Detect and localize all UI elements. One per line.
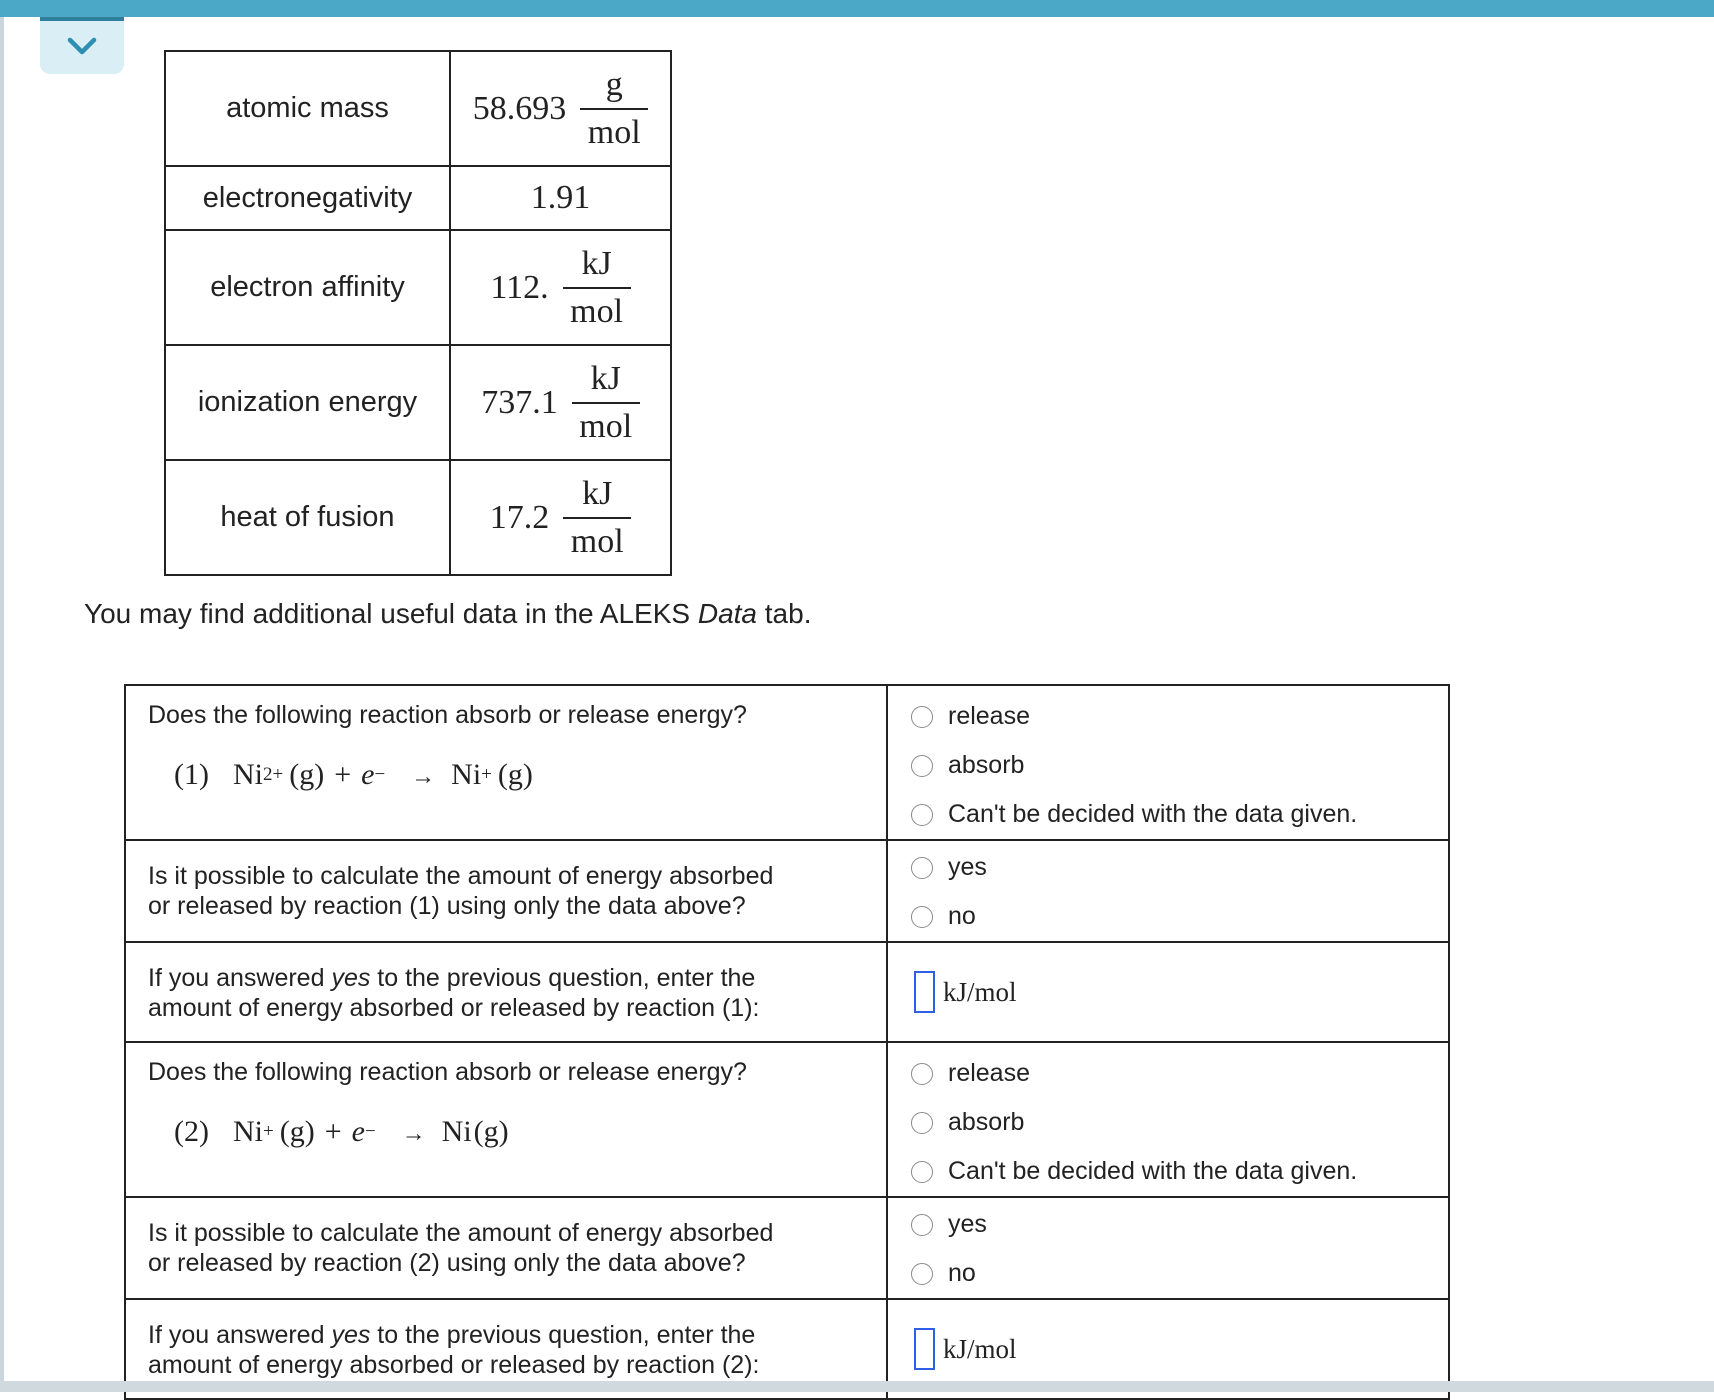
question-cell xyxy=(125,942,887,1042)
unit-numerator: kJ xyxy=(572,362,640,404)
product-state: (g) xyxy=(473,1115,509,1148)
property-row-electron-affinity xyxy=(165,230,671,345)
left-rail xyxy=(0,17,4,1392)
element-data-table xyxy=(164,50,672,576)
prompt-line: amount of energy absorbed or released by reaction (1): xyxy=(148,994,760,1022)
unit-numerator: g xyxy=(580,68,648,110)
option-label: no xyxy=(948,1259,976,1287)
property-value-cell xyxy=(450,51,671,166)
radio-button[interactable] xyxy=(911,906,933,928)
unit-label: kJ/mol xyxy=(943,1333,1017,1364)
question-cell xyxy=(125,840,887,942)
option-no[interactable] xyxy=(888,892,1448,941)
prompt-emphasis: yes xyxy=(331,1321,371,1349)
product-charge: + xyxy=(481,764,492,785)
option-label: release xyxy=(948,702,1030,730)
prompt-text: to the previous question, enter the xyxy=(370,1321,756,1349)
electron-charge: − xyxy=(364,1121,376,1142)
product: Ni xyxy=(441,1115,472,1148)
radio-button[interactable] xyxy=(911,857,933,879)
reactant: Ni xyxy=(232,758,263,791)
question-prompt xyxy=(126,841,886,921)
question-prompt xyxy=(126,1198,886,1278)
prompt-line xyxy=(148,1320,886,1350)
data-tab-link[interactable]: Data xyxy=(697,598,757,629)
radio-button[interactable] xyxy=(911,755,933,777)
option-label: Can't be decided with the data given. xyxy=(948,800,1358,828)
reaction-equation-1 xyxy=(126,758,886,792)
radio-button[interactable] xyxy=(911,1063,933,1085)
prompt-line: or released by reaction (1) using only the data above? xyxy=(148,892,746,920)
option-label: no xyxy=(948,902,976,930)
question-prompt: Does the following reaction absorb or release energy? xyxy=(148,701,747,729)
option-label: Can't be decided with the data given. xyxy=(948,1157,1358,1185)
unit-numerator: kJ xyxy=(563,477,631,519)
prompt-text: If you answered xyxy=(148,1321,332,1349)
option-no[interactable] xyxy=(888,1249,1448,1298)
question-cell xyxy=(125,685,887,840)
answer-cell xyxy=(887,1197,1449,1299)
property-value: 112. xyxy=(490,268,549,306)
question-row-3 xyxy=(125,942,1449,1042)
question-row-2 xyxy=(125,840,1449,942)
property-label: ionization energy xyxy=(165,345,450,460)
property-value-cell xyxy=(450,166,671,230)
property-value: 17.2 xyxy=(489,498,550,536)
question-prompt: Does the following reaction absorb or release energy? xyxy=(148,1058,747,1086)
prompt-text: to the previous question, enter the xyxy=(370,964,756,992)
property-value: 1.91 xyxy=(530,179,591,216)
option-label: release xyxy=(948,1059,1030,1087)
option-yes[interactable] xyxy=(888,843,1448,892)
property-row-atomic-mass xyxy=(165,51,671,166)
property-row-heat-of-fusion xyxy=(165,460,671,575)
prompt-emphasis: yes xyxy=(331,964,371,992)
prompt-line: Is it possible to calculate the amount of energy absorbed xyxy=(148,1219,774,1247)
collapse-button[interactable] xyxy=(40,17,124,74)
chevron-down-icon xyxy=(67,36,97,56)
top-bar xyxy=(0,0,1714,17)
question-row-5 xyxy=(125,1197,1449,1299)
answer-cell xyxy=(887,942,1449,1042)
prompt-line xyxy=(148,963,886,993)
data-tab-note xyxy=(84,598,811,630)
property-row-electronegativity xyxy=(165,166,671,230)
option-absorb[interactable] xyxy=(888,1098,1448,1147)
collapse-tab-strip xyxy=(40,17,124,21)
radio-button[interactable] xyxy=(911,1214,933,1236)
option-cant-decide[interactable] xyxy=(888,1147,1448,1196)
product: Ni xyxy=(451,758,482,791)
unit-denominator: mol xyxy=(570,292,624,330)
option-label: absorb xyxy=(948,751,1025,779)
unit-denominator: mol xyxy=(570,522,624,560)
reaction-arrow: → xyxy=(401,1121,426,1147)
property-label: electronegativity xyxy=(165,166,450,230)
prompt-text: If you answered xyxy=(148,964,332,992)
property-label: atomic mass xyxy=(165,51,450,166)
plus-sign: + xyxy=(334,758,352,791)
note-suffix: tab. xyxy=(757,598,812,629)
question-cell xyxy=(125,1042,887,1197)
answer-cell xyxy=(887,840,1449,942)
answer-cell xyxy=(887,685,1449,840)
plus-sign: + xyxy=(324,1115,342,1148)
question-prompt xyxy=(126,1300,886,1380)
radio-button[interactable] xyxy=(911,706,933,728)
prompt-line: Is it possible to calculate the amount of energy absorbed xyxy=(148,862,774,890)
property-value-cell xyxy=(450,345,671,460)
question-prompt xyxy=(126,943,886,1023)
reaction-label: (1) xyxy=(174,758,209,791)
reactant-charge: + xyxy=(262,1121,274,1142)
prompt-line: amount of energy absorbed or released by reaction (2): xyxy=(148,1351,760,1379)
property-label: electron affinity xyxy=(165,230,450,345)
electron: e xyxy=(351,1115,365,1148)
reaction-label: (2) xyxy=(174,1115,209,1148)
unit-fraction xyxy=(563,244,631,330)
reactant-state: (g) xyxy=(289,758,325,791)
unit-denominator: mol xyxy=(587,113,641,151)
property-value-cell xyxy=(450,230,671,345)
option-release[interactable] xyxy=(888,692,1448,741)
reactant-state: (g) xyxy=(279,1115,315,1148)
unit-denominator: mol xyxy=(579,407,633,445)
unit-fraction xyxy=(563,474,631,560)
reactant: Ni xyxy=(232,1115,263,1148)
question-row-1 xyxy=(125,685,1449,840)
electron: e xyxy=(361,758,375,791)
note-prefix: You may find additional useful data in the ALEKS xyxy=(84,598,698,629)
radio-button[interactable] xyxy=(911,1112,933,1134)
reaction-arrow: → xyxy=(411,764,436,790)
option-absorb[interactable] xyxy=(888,741,1448,790)
question-table xyxy=(124,684,1450,1400)
answer-cell xyxy=(887,1042,1449,1197)
option-cant-decide[interactable] xyxy=(888,790,1448,839)
property-label: heat of fusion xyxy=(165,460,450,575)
property-value: 737.1 xyxy=(481,383,558,421)
unit-fraction xyxy=(572,359,640,445)
question-row-4 xyxy=(125,1042,1449,1197)
radio-button[interactable] xyxy=(911,1263,933,1285)
property-value-cell xyxy=(450,460,671,575)
option-label: yes xyxy=(948,853,987,881)
unit-numerator: kJ xyxy=(563,247,631,289)
radio-button[interactable] xyxy=(911,804,933,826)
radio-button[interactable] xyxy=(911,1161,933,1183)
option-label: yes xyxy=(948,1210,987,1238)
property-row-ionization-energy xyxy=(165,345,671,460)
reactant-charge: 2+ xyxy=(262,764,284,785)
electron-charge: − xyxy=(374,764,386,785)
unit-fraction xyxy=(580,65,648,151)
prompt-line: or released by reaction (2) using only the data above? xyxy=(148,1249,746,1277)
unit-label: kJ/mol xyxy=(943,976,1017,1007)
option-release[interactable] xyxy=(888,1049,1448,1098)
option-yes[interactable] xyxy=(888,1200,1448,1249)
energy-input-2[interactable] xyxy=(914,1328,935,1370)
bottom-bar xyxy=(0,1381,1714,1392)
property-value: 58.693 xyxy=(472,89,567,127)
energy-input-1[interactable] xyxy=(914,971,935,1013)
product-state: (g) xyxy=(497,758,533,791)
option-label: absorb xyxy=(948,1108,1025,1136)
reaction-equation-2 xyxy=(126,1115,886,1149)
question-cell xyxy=(125,1197,887,1299)
